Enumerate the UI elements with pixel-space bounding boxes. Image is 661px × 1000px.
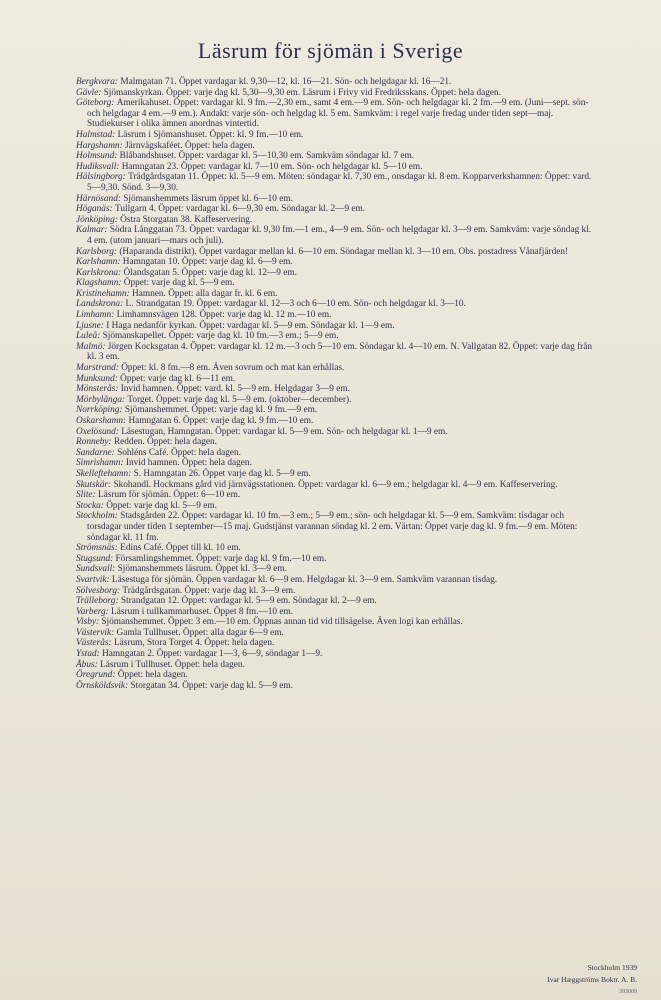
entry-details: Öppet: varje dag kl. 5—9 em. bbox=[123, 278, 235, 289]
entry-details: Hamngatan 2. Öppet: vardagar 1—3, 6—9, söndagar 1—9. bbox=[102, 649, 323, 660]
list-item bbox=[76, 151, 596, 162]
entry-details: Amerikahuset. Öppet: vardagar kl. 9 fm.—2,30 em., samt 4 em.—9 em. Sön- och helgdagar kl. 2 fm.—9 em. (Juni—sept. sön- och helgdagar 4 em.—9 em.). Andakt: varje sön- och helgdag kl. 5 em. Samkväm: i regel varje fredag under tiden sept—maj. Studiekurser i olika ämnen anordnas vintertid. bbox=[87, 98, 589, 130]
entry-details: Hamngatan 10. Öppet: varje dag kl. 6—9 em. bbox=[122, 257, 293, 268]
entry-details: Sohléns Café. Öppet: hela dagen. bbox=[117, 447, 241, 458]
list-item bbox=[76, 204, 596, 215]
separator: : bbox=[116, 585, 123, 596]
list-item bbox=[76, 501, 596, 512]
place-name: Klagshamn bbox=[76, 278, 119, 289]
entry-details: Församlingshemmet. Öppet: varje dag kl. 9 fm.—10 em. bbox=[115, 553, 327, 564]
list-item bbox=[76, 511, 596, 543]
place-name: Sandarne bbox=[76, 447, 112, 458]
list-item bbox=[76, 247, 596, 258]
entry-details: Sjömanskapellet. Öppet: varje dag kl. 10 fm.—3 em.; 5—9 em. bbox=[102, 331, 339, 342]
entry-details: Läsrum i Tullhuset. Öppet: hela dagen. bbox=[100, 659, 245, 670]
separator: : bbox=[95, 617, 102, 628]
list-item bbox=[76, 172, 596, 193]
place-name: Luleå bbox=[76, 331, 98, 342]
place-name: Limhamn bbox=[76, 310, 112, 321]
entry-details: Trädgårdsgatan 11. Öppet: kl. 5—9 em. Möten: söndagar kl. 7,30 em., onsdagar kl. 8 em. Kopparverkshamnen: Öppet: vard. 5—9,30. Sönd. 3—9,30. bbox=[87, 172, 592, 193]
place-name: Karlskrona bbox=[76, 267, 119, 278]
entry-details: Sjömanshemmet. Öppet: varje dag kl. 9 fm.—9 em. bbox=[124, 405, 318, 416]
place-name: Landskrona bbox=[76, 299, 121, 310]
separator: : bbox=[118, 267, 124, 278]
place-name: Marstrand bbox=[76, 363, 116, 374]
separator: : bbox=[114, 214, 121, 225]
separator: : bbox=[98, 87, 104, 98]
place-name: Stugsund bbox=[76, 553, 111, 564]
list-item bbox=[76, 638, 596, 649]
separator: : bbox=[94, 659, 101, 670]
separator: : bbox=[126, 288, 133, 299]
separator: : bbox=[114, 373, 121, 384]
place-name: Höganäs bbox=[76, 204, 110, 215]
place-name: Ronneby bbox=[76, 437, 109, 448]
list-item bbox=[76, 363, 596, 374]
separator: : bbox=[108, 437, 114, 448]
list-item bbox=[76, 437, 596, 448]
list-item bbox=[76, 395, 596, 406]
place-name: Hälsingborg bbox=[76, 172, 123, 183]
place-name: Munksund bbox=[76, 373, 115, 384]
reading-room-list bbox=[76, 77, 596, 691]
separator: : bbox=[108, 479, 114, 490]
separator: : bbox=[122, 172, 129, 183]
place-name: Bergkvara bbox=[76, 77, 115, 87]
list-item bbox=[76, 405, 596, 416]
list-item bbox=[76, 257, 596, 268]
separator: : bbox=[112, 670, 118, 681]
list-item bbox=[76, 575, 596, 586]
entry-details: S. Hamngatan 26. Öppet varje dag kl. 5—9 em. bbox=[133, 468, 311, 479]
place-name: Halmstad bbox=[76, 129, 113, 140]
separator: : bbox=[120, 299, 126, 310]
separator: : bbox=[118, 278, 124, 289]
entry-details: Malmgatan 71. Öppet vardagar kl. 9,30—12, kl. 16—21. Sön- och helgdagar kl. 16—21. bbox=[120, 77, 452, 87]
entry-details: Järnvägskaféet. Öppet: hela dagen. bbox=[124, 140, 255, 151]
separator: : bbox=[104, 225, 110, 236]
place-name: Sundsvall bbox=[76, 564, 113, 575]
list-item bbox=[76, 469, 596, 480]
separator: : bbox=[115, 384, 121, 395]
list-item bbox=[76, 617, 596, 628]
list-item bbox=[76, 596, 596, 607]
list-item bbox=[76, 586, 596, 597]
separator: : bbox=[110, 553, 116, 564]
place-name: Hudiksvall bbox=[76, 161, 117, 172]
list-item bbox=[76, 458, 596, 469]
entry-details: Stadsgården 22. Öppet: vardagar kl. 10 fm.—3 em.; 5—9 em.; sön- och helgdagar kl. 5—9 em. Samkväm: tisdagar och torsdagar under tiden 1 september—15 maj. Gudstjänst varannan söndag kl. 2 em. Värtan: Öppet varje dag kl. 9 fm.—9 em. Möten: söndagar kl. 11 fm. bbox=[87, 511, 578, 543]
list-item bbox=[76, 331, 596, 342]
separator: : bbox=[115, 596, 121, 607]
entry-details: L. Strandgatan 19. Öppet: vardagar kl. 12—3 och 6—10 em. Sön- och helgdagar kl. 3—10. bbox=[125, 299, 466, 310]
separator: : bbox=[119, 405, 125, 416]
entry-details: Strandgatan 12. Öppet: vardagar kl. 5—9 em. Söndagar kl. 2—9 em. bbox=[120, 596, 377, 607]
separator: : bbox=[119, 140, 125, 151]
place-name: Sölvesborg bbox=[76, 585, 117, 596]
entry-details: Hamngatan 6. Öppet: varje dag kl. 9 fm.—10 em. bbox=[128, 416, 314, 426]
footer-printer: Ivar Hæggströms Boktr. A. B. bbox=[547, 975, 637, 984]
place-name: Västerås bbox=[76, 638, 109, 649]
separator: : bbox=[112, 564, 118, 575]
place-name: Kristinehamn bbox=[76, 288, 127, 299]
list-item bbox=[76, 162, 596, 173]
list-item bbox=[76, 649, 596, 660]
list-item bbox=[76, 660, 596, 671]
place-name: Ljusne bbox=[76, 320, 101, 331]
entry-details: Hamngatan 23. Öppet: vardagar kl. 7—10 em. Sön- och helgdagar kl. 5—10 em. bbox=[121, 161, 423, 172]
list-item bbox=[76, 268, 596, 279]
separator: : bbox=[100, 500, 107, 511]
place-name: Karlsborg bbox=[76, 246, 114, 257]
entry-details: Östra Storgatan 38. Kaffeservering. bbox=[120, 214, 253, 225]
entry-details: Läsrum för sjömän. Öppet: 6—10 em. bbox=[97, 490, 241, 501]
entry-details: I Haga nedanför kyrkan. Öppet: vardagar kl. 5—9 em. Söndagar kl. 1—9 em. bbox=[106, 320, 395, 331]
separator: : bbox=[115, 363, 122, 374]
list-item bbox=[76, 77, 596, 88]
entry-details: Läsrum i tullkammarhuset. Öppet 8 fm.—10 em. bbox=[111, 606, 294, 617]
entry-details: Sjömanskyrkan. Öppet: varje dag kl. 5,30—9,30 em. Läsrum i Frivy vid Fredriksskans. Öppet: hela dagen. bbox=[103, 87, 501, 98]
entry-details: Sjömanshemmet. Öppet: 3 em.—10 em. Öppnas annan tid vid tillsägelse. Även logi kan erhållas. bbox=[101, 617, 463, 628]
place-name: Karlshamn bbox=[76, 257, 118, 268]
entry-details: Öppet: kl. 8 fm.—8 em. Även sovrum och mat kan erhållas. bbox=[121, 363, 345, 374]
place-name: Hargshamn bbox=[76, 140, 120, 151]
list-item bbox=[76, 88, 596, 99]
place-name: Stockholm bbox=[76, 511, 115, 522]
place-name: Öregrund bbox=[76, 670, 113, 681]
list-item bbox=[76, 321, 596, 332]
list-item bbox=[76, 342, 596, 363]
separator: : bbox=[123, 416, 129, 426]
entry-details: Sjömanshemmets läsrum. Öppet kl. 3—9 em. bbox=[117, 564, 287, 575]
separator: : bbox=[117, 257, 123, 268]
separator: : bbox=[114, 543, 121, 554]
separator: : bbox=[111, 447, 118, 458]
place-name: Västervik bbox=[76, 627, 112, 638]
entry-details: Öppet: hela dagen. bbox=[117, 670, 188, 681]
entry-details: Storgatan 34. Öppet: varje dag kl. 5—9 em. bbox=[130, 680, 293, 691]
list-item bbox=[76, 427, 596, 438]
list-item bbox=[76, 670, 596, 681]
footer bbox=[547, 962, 637, 998]
list-item bbox=[76, 98, 596, 130]
entry-details: Ölandsgatan 5. Öppet: varje dag kl. 12—9 em. bbox=[123, 267, 297, 278]
entry-details: Skohandl. Hockmans gård vid järnvägsstationen. Öppet: vardagar kl. 6—9 em.; helgdagar kl. 4—9 em. Kaffeservering. bbox=[113, 479, 558, 490]
entry-details: Tullgarn 4. Öppet: vardagar kl. 6—9,30 em. Söndagar kl. 2—9 em. bbox=[115, 204, 366, 215]
separator: : bbox=[100, 320, 107, 331]
separator: : bbox=[113, 246, 120, 257]
list-item bbox=[76, 448, 596, 459]
place-name: Ystad bbox=[76, 649, 97, 660]
entry-details: Gamla Tullhuset. Öppet: alla dagar 6—9 em. bbox=[116, 627, 284, 638]
entry-details: Läsrum, Stora Torget 4. Öppet: hela dagen. bbox=[113, 638, 275, 649]
separator: : bbox=[114, 77, 121, 87]
separator: : bbox=[128, 468, 134, 479]
entry-details: Öppet: varje dag kl. 6—11 em. bbox=[120, 373, 236, 384]
separator: : bbox=[117, 193, 124, 204]
place-name: Simrishamn bbox=[76, 458, 121, 469]
entry-details: Blåbandshuset. Öppet: vardagar kl. 5—10,30 em. Samkväm söndagar kl. 7 em. bbox=[119, 151, 414, 162]
list-item bbox=[76, 564, 596, 575]
place-name: Stocka bbox=[76, 500, 101, 511]
separator: : bbox=[120, 458, 126, 469]
separator: : bbox=[125, 680, 131, 691]
list-item bbox=[76, 607, 596, 618]
list-item bbox=[76, 141, 596, 152]
separator: : bbox=[115, 426, 122, 437]
separator: : bbox=[106, 574, 112, 585]
place-name: Holmsund bbox=[76, 151, 115, 162]
place-name: Mörbylånga bbox=[76, 394, 122, 405]
entry-details: Trädgårdsgatan. Öppet: varje dag kl. 3—9 em. bbox=[122, 585, 296, 596]
entry-details: Invid hamnen. Öppet: hela dagen. bbox=[125, 458, 252, 469]
separator: : bbox=[111, 310, 117, 321]
list-item bbox=[76, 480, 596, 491]
place-name: Norrköping bbox=[76, 405, 120, 416]
entry-details: Södra Långgatan 73. Öppet: vardagar kl. 9,30 fm.—1 em., 4—9 em. Sön- och helgdagar kl. 3—9 em. Samkväm: varje söndag kl. 4 em. (utom januari—mars och juli). bbox=[87, 225, 592, 246]
separator: : bbox=[109, 204, 115, 215]
place-name: Göteborg bbox=[76, 98, 112, 109]
place-name: Oxelösund bbox=[76, 426, 116, 437]
list-item bbox=[76, 194, 596, 205]
entry-details: Läsestuga för sjömän. Öppen vardagar kl. 6—9 em. Helgdagar kl. 3—9 em. Samkväm varannan tisdag. bbox=[111, 574, 498, 585]
list-item bbox=[76, 554, 596, 565]
list-item bbox=[76, 543, 596, 554]
place-name: Örnsköldsvik bbox=[76, 680, 126, 691]
list-item bbox=[76, 628, 596, 639]
entry-details: Limhamnsvägen 128. Öppet: varje dag kl. 12 m.—10 em. bbox=[116, 310, 332, 321]
footer-city-year: Stockholm 1939 bbox=[587, 963, 637, 972]
place-name: Gävle bbox=[76, 87, 99, 98]
entry-details: Edins Café. Öppet till kl. 10 em. bbox=[120, 543, 241, 554]
separator: : bbox=[96, 649, 103, 660]
list-item bbox=[76, 490, 596, 501]
place-name: Strömsnäs bbox=[76, 543, 115, 554]
separator: : bbox=[114, 151, 120, 162]
place-name: Svartvik bbox=[76, 574, 107, 585]
place-name: Åbus bbox=[76, 659, 95, 670]
entry-details: Sjömanshemmets läsrum öppet kl. 6—10 em. bbox=[123, 193, 293, 204]
place-name: Kalmar bbox=[76, 225, 105, 236]
entry-details: Jörgen Kocksgatan 4. Öppet: vardagar kl. 12 m.—3 och 5—10 em. Söndagar kl. 4—10 em. N. Vallgatan 82. Öppet: varje dag från kl. 3 em. bbox=[87, 341, 593, 363]
list-item bbox=[76, 225, 596, 246]
entry-details: Torget. Öppet: varje dag kl. 5—9 em. (oktober—december). bbox=[127, 394, 352, 405]
list-item bbox=[76, 374, 596, 385]
separator: : bbox=[111, 627, 117, 638]
list-item bbox=[76, 130, 596, 141]
list-item bbox=[76, 310, 596, 321]
place-name: Malmö bbox=[76, 341, 103, 352]
page-title: Läsrum för sjömän i Sverige bbox=[197, 38, 464, 63]
list-item bbox=[76, 416, 596, 427]
separator: : bbox=[121, 394, 128, 405]
separator: : bbox=[102, 341, 108, 352]
separator: : bbox=[97, 331, 103, 342]
place-name: Varberg bbox=[76, 606, 106, 617]
separator: : bbox=[111, 98, 117, 109]
list-item bbox=[76, 681, 596, 692]
list-item bbox=[76, 215, 596, 226]
entry-details: Läsestugan, Hamngatan. Öppet: vardagar kl. 5—9 em. Sön- och helgdagar kl. 1—9 em. bbox=[121, 426, 448, 437]
place-name: Slite bbox=[76, 490, 93, 501]
place-name: Skutskär bbox=[76, 479, 109, 490]
place-name: Visby bbox=[76, 617, 96, 628]
place-name: Härnösand bbox=[76, 193, 118, 204]
entry-details: Öppet: varje dag kl. 5—9 em. bbox=[106, 500, 217, 511]
place-name: Skelleftehamn bbox=[76, 468, 129, 479]
separator: : bbox=[112, 129, 118, 140]
entry-details: Hamnen. Öppet: alla dagar fr. kl. 6 em. bbox=[132, 288, 278, 299]
entry-details: Invid hamnen. Öppet: vard. kl. 5—9 em. Helgdagar 3—9 em. bbox=[120, 384, 350, 395]
list-item bbox=[76, 289, 596, 300]
place-name: Oskarshamn bbox=[76, 416, 124, 426]
separator: : bbox=[114, 511, 121, 522]
list-item bbox=[76, 278, 596, 289]
list-item bbox=[76, 299, 596, 310]
separator: : bbox=[92, 490, 98, 501]
separator: : bbox=[105, 606, 112, 617]
entry-details: Läsrum i Sjömanshuset. Öppet: kl. 9 fm.—10 em. bbox=[117, 129, 304, 140]
separator: : bbox=[116, 161, 122, 172]
footer-print-number: 393009 bbox=[619, 989, 637, 995]
place-name: Jönköping bbox=[76, 214, 115, 225]
entry-details: Redden. Öppet: hela dagen. bbox=[113, 437, 217, 448]
list-item bbox=[76, 384, 596, 395]
separator: : bbox=[108, 638, 114, 649]
place-name: Trälleborg bbox=[76, 596, 116, 607]
place-name: Mönsterås bbox=[76, 384, 116, 395]
entry-details: (Haparanda distrikt). Öppet vardagar mellan kl. 6—10 em. Söndagar mellan kl. 3—10 em. Obs. postadress Vånafjärden! bbox=[119, 246, 569, 257]
